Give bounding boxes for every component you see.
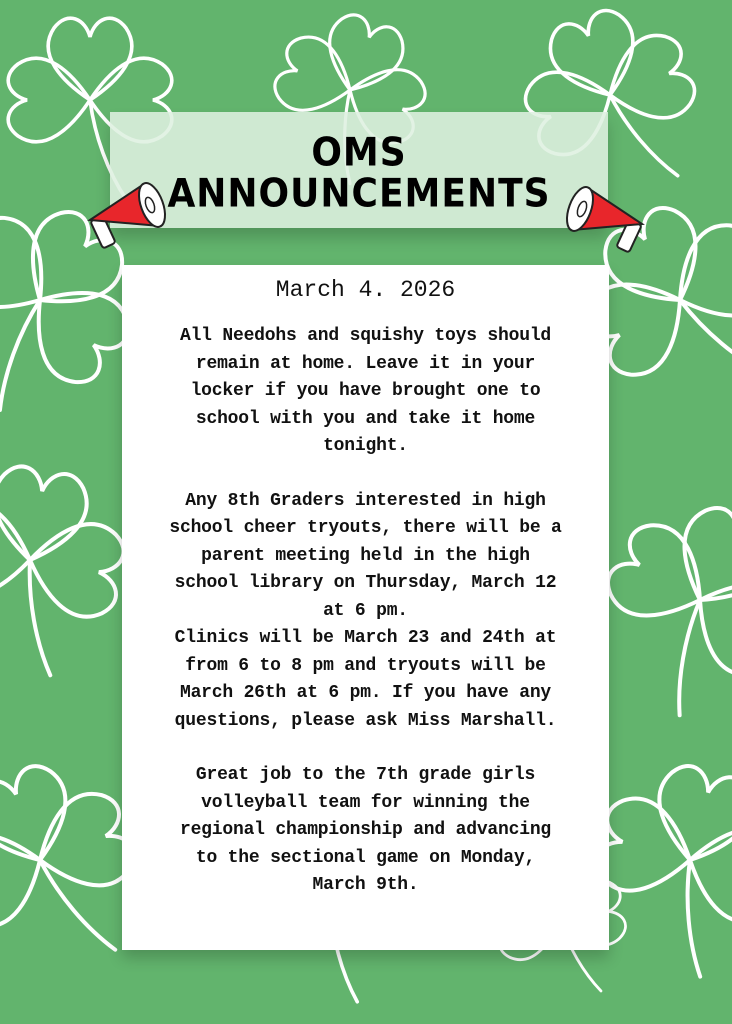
- text-line: Any 8th Graders interested in high: [185, 490, 546, 511]
- text-line: to the sectional game on Monday,: [195, 847, 536, 868]
- text-line: March 9th.: [312, 875, 419, 895]
- title-line-2: ANNOUNCEMENTS: [167, 171, 551, 217]
- text-line: All Needohs and squishy toys should: [179, 326, 552, 346]
- text-line: from 6 to 8 pm and tryouts will be: [185, 655, 546, 676]
- text-line: locker if you have brought one to: [190, 381, 541, 401]
- text-line: tonight.: [323, 436, 408, 456]
- announcement-toys: [122, 323, 609, 461]
- text-line: at 6 pm.: [323, 600, 408, 621]
- text-line: remain at home. Leave it in your: [195, 353, 536, 374]
- text-line: March 26th at 6 pm. If you have any: [179, 683, 552, 703]
- text-line: school library on Thursday, March 12: [174, 573, 557, 593]
- announcement-cheer: [122, 488, 609, 626]
- announcement-card: [122, 265, 609, 950]
- announcement-clinics: [122, 625, 609, 735]
- title-line-1: OMS: [311, 130, 407, 176]
- text-line: parent meeting held in the high: [201, 545, 530, 566]
- text-line: school with you and take it home: [195, 408, 536, 429]
- announcement-header: [110, 112, 608, 228]
- text-line: school cheer tryouts, there will be a: [169, 518, 562, 538]
- text-line: questions, please ask Miss Marshall.: [174, 710, 557, 731]
- page-title: [110, 130, 608, 217]
- megaphone-left-icon: [86, 172, 172, 256]
- megaphone-right-icon: [560, 176, 646, 260]
- announcement-date: March 4. 2026: [275, 277, 456, 303]
- text-line: regional championship and advancing: [179, 820, 552, 840]
- text-line: volleyball team for winning the: [201, 792, 530, 813]
- announcement-volleyball: [122, 762, 609, 900]
- text-line: Great job to the 7th grade girls: [195, 765, 536, 785]
- text-line: Clinics will be March 23 and 24th at: [174, 628, 557, 648]
